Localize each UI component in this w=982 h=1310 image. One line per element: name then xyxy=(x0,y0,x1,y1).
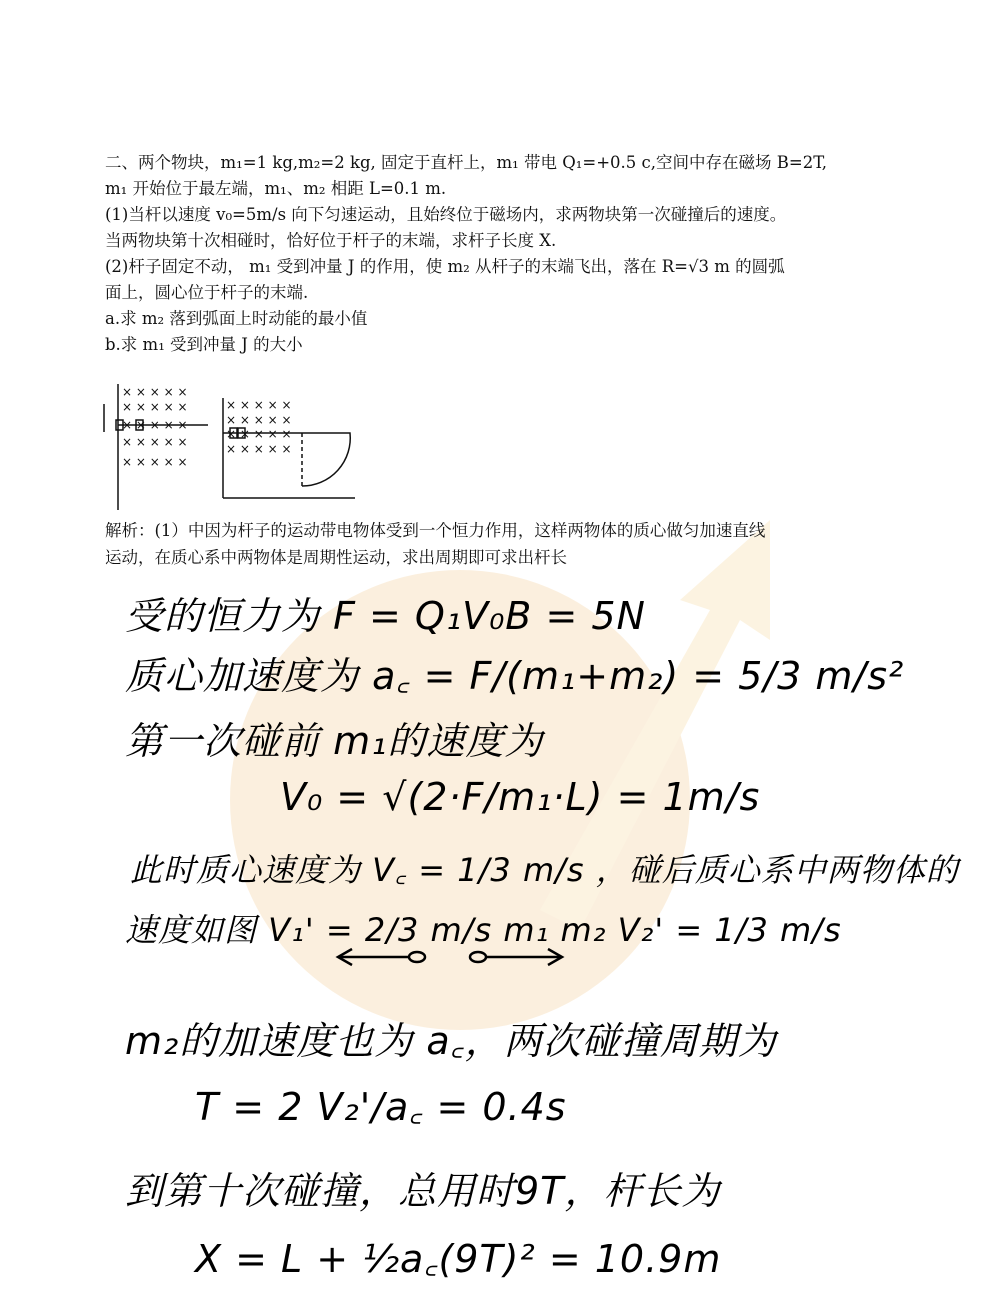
question-line: b.求 m₁ 受到冲量 J 的大小 xyxy=(105,335,303,354)
question-line: 面上，圆心位于杆子的末端. xyxy=(105,283,309,302)
handwritten-line-acceleration: 质心加速度为 a꜀ = F/(m₁+m₂) = 5/3 m/s² xyxy=(125,654,905,698)
svg-text:× × × × ×: × × × × × xyxy=(226,427,292,441)
svg-text:× × × × ×: × × × × × xyxy=(122,455,188,469)
svg-text:× × × × ×: × × × × × xyxy=(226,398,292,412)
handwritten-line-tenth-collision: 到第十次碰撞，总用时9T，杆长为 xyxy=(125,1169,721,1213)
handwritten-line-period: T = 2 V₂'/a꜀ = 0.4s xyxy=(195,1085,567,1129)
question-line: m₁ 开始位于最左端，m₁、m₂ 相距 L=0.1 m. xyxy=(105,179,447,198)
svg-text:× × × × ×: × × × × × xyxy=(122,435,188,449)
analysis-text xyxy=(105,517,895,571)
velocity-arrows-diagram xyxy=(320,945,580,970)
svg-text:× × × × ×: × × × × × xyxy=(226,442,292,456)
figure-right-crosses xyxy=(226,398,292,456)
figure-left-crosses xyxy=(122,385,188,469)
analysis-line: 运动，在质心系中两物体是周期性运动，求出周期即可求出杆长 xyxy=(105,548,567,567)
problem-figure xyxy=(100,382,370,512)
question-line: (2)杆子固定不动， m₁ 受到冲量 J 的作用，使 m₂ 从杆子的末端飞出，落在 R=√3 m 的圆弧 xyxy=(105,257,785,276)
handwritten-line-rod-length: X = L + ½a꜀(9T)² = 10.9m xyxy=(195,1237,722,1281)
handwritten-line-cm-velocity: 此时质心速度为 V꜀ = 1/3 m/s ，碰后质心系中两物体的 xyxy=(130,851,959,889)
handwritten-line-before-collision: 第一次碰前 m₁的速度为 xyxy=(125,719,544,763)
svg-text:× × × × ×: × × × × × xyxy=(122,385,188,399)
question-line: 二、两个物块，m₁=1 kg,m₂=2 kg, 固定于直杆上，m₁ 带电 Q₁=+0.5 c,空间中存在磁场 B=2T, xyxy=(105,153,828,172)
question-text xyxy=(105,150,895,358)
handwritten-line-m2-acceleration: m₂的加速度也为 a꜀，两次碰撞周期为 xyxy=(125,1019,777,1063)
handwritten-line-v0: V₀ = √(2·F/m₁·L) = 1m/s xyxy=(280,775,761,819)
svg-text:× × × × ×: × × × × × xyxy=(226,413,292,427)
analysis-line: 解析：(1）中因为杆子的运动带电物体受到一个恒力作用，这样两物体的质心做匀加速直线 xyxy=(105,521,766,540)
svg-text:× × × × ×: × × × × × xyxy=(122,400,188,414)
question-line: (1)当杆以速度 v₀=5m/s 向下匀速运动，且始终位于磁场内，求两物块第一次碰撞后的速度。 xyxy=(105,205,787,224)
handwritten-line-force: 受的恒力为 F = Q₁V₀B = 5N xyxy=(125,594,646,638)
svg-text:× × × × ×: × × × × × xyxy=(122,418,188,432)
question-line: a.求 m₂ 落到弧面上时动能的最小值 xyxy=(105,309,368,328)
handwritten-line-velocities: 速度如图 V₁' = 2/3 m/s m₁ m₂ V₂' = 1/3 m/s xyxy=(125,911,842,949)
question-line: 当两物块第十次相碰时，恰好位于杆子的末端，求杆子长度 X. xyxy=(105,231,557,250)
